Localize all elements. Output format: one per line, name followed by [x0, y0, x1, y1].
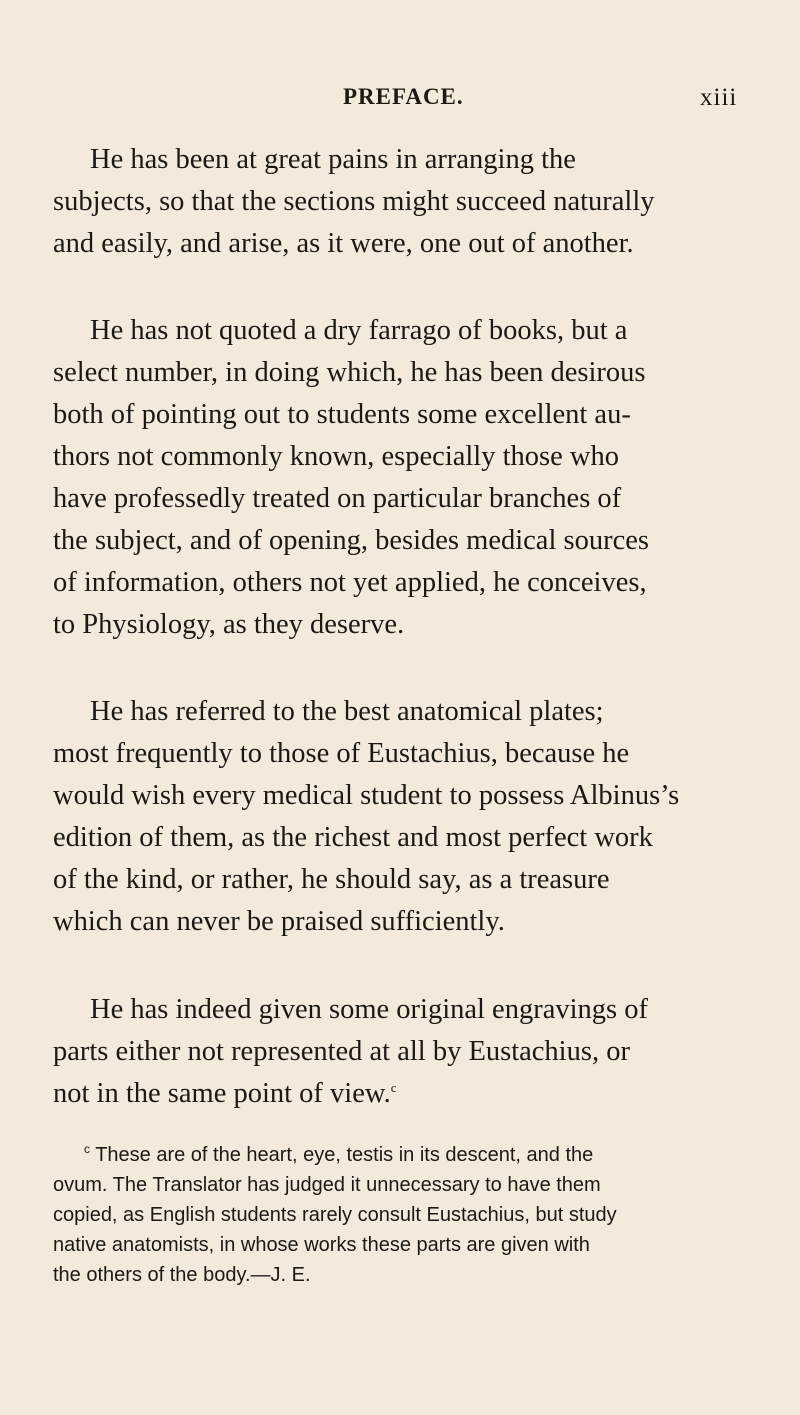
- footnote-line: copied, as English students rarely consult Eustachius, but study: [53, 1204, 617, 1226]
- footnote-line: [84, 1142, 593, 1168]
- footnote-line: the others of the body.—J. E.: [53, 1264, 311, 1286]
- text-line: would wish every medical student to possess Albinus’s: [53, 780, 680, 811]
- text-line-content: not in the same point of view.: [53, 1078, 391, 1109]
- text-line: have professedly treated on particular branches of: [53, 483, 622, 514]
- text-line: of information, others not yet applied, he conceives,: [53, 567, 647, 598]
- footnote-marker: c: [84, 1142, 90, 1156]
- text-line: edition of them, as the richest and most perfect work: [53, 822, 653, 853]
- page-number: xiii: [700, 84, 738, 111]
- text-line: He has not quoted a dry farrago of books, but a: [90, 315, 628, 346]
- footnote-line-content: These are of the heart, eye, testis in its descent, and the: [95, 1144, 594, 1166]
- running-title: PREFACE.: [343, 84, 464, 109]
- text-line: [53, 1076, 397, 1112]
- text-line: most frequently to those of Eustachius, because he: [53, 738, 630, 769]
- text-line: He has been at great pains in arranging the: [90, 144, 576, 175]
- footnote-line: native anatomists, in whose works these parts are given with: [53, 1234, 590, 1256]
- text-line: He has indeed given some original engravings of: [90, 994, 648, 1025]
- text-line: thors not commonly known, especially those who: [53, 441, 619, 472]
- running-header: [0, 84, 800, 114]
- text-line: to Physiology, as they deserve.: [53, 609, 405, 640]
- footnote-line: ovum. The Translator has judged it unnecessary to have them: [53, 1174, 601, 1196]
- text-line: select number, in doing which, he has been desirous: [53, 357, 646, 388]
- text-line: both of pointing out to students some excellent au-: [53, 399, 631, 430]
- text-line: and easily, and arise, as it were, one out of another.: [53, 228, 634, 259]
- text-line: He has referred to the best anatomical plates;: [90, 696, 604, 727]
- text-line: parts either not represented at all by Eustachius, or: [53, 1036, 630, 1067]
- footnote-reference: c: [390, 1080, 397, 1095]
- text-line: which can never be praised sufficiently.: [53, 906, 505, 937]
- text-line: of the kind, or rather, he should say, as a treasure: [53, 864, 610, 895]
- text-line: subjects, so that the sections might succeed naturally: [53, 186, 655, 217]
- text-line: the subject, and of opening, besides medical sources: [53, 525, 649, 556]
